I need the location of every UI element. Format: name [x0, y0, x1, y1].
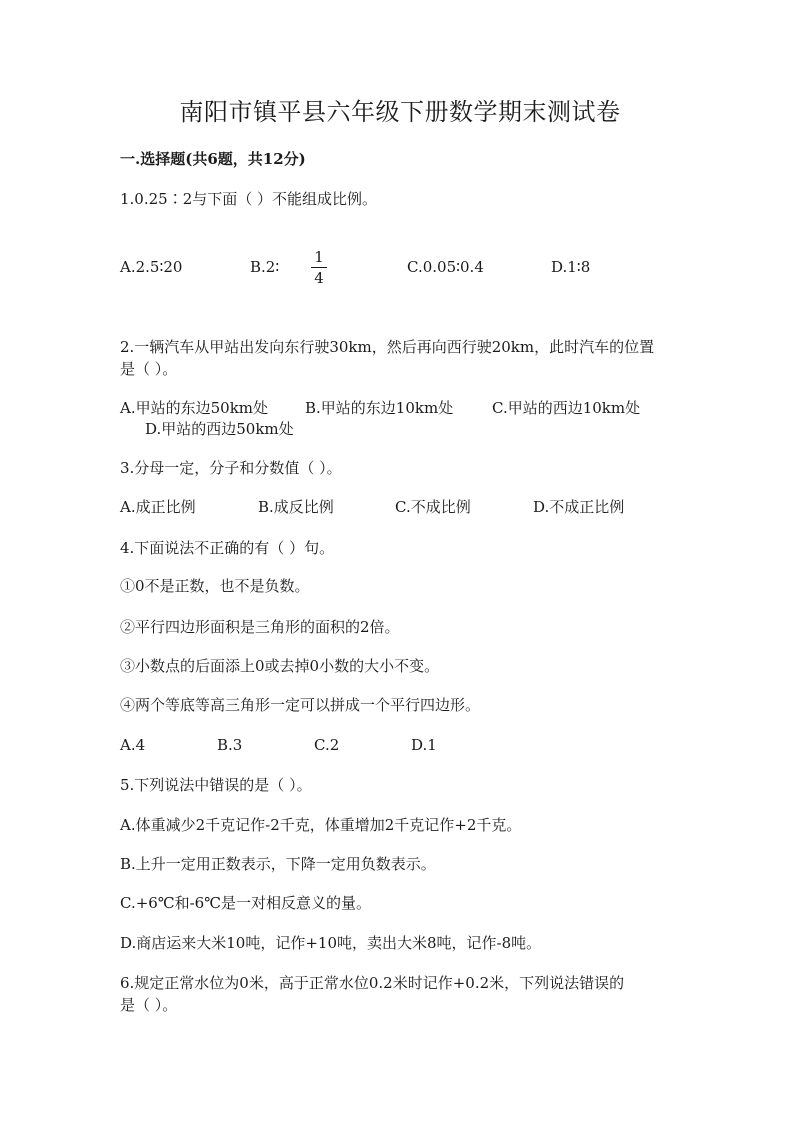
- question-1-option-c: C.0.05∶0.4: [407, 258, 484, 276]
- question-4-statement-2: ②平行四边形面积是三角形的面积的2倍。: [120, 618, 400, 636]
- question-3-option-d: D.不成正比例: [533, 498, 625, 516]
- question-2-stem-line-2: 是（ ）。: [120, 360, 178, 378]
- question-5-option-b: B.上升一定用正数表示，下降一定用负数表示。: [120, 855, 436, 873]
- question-4-option-b: B.3: [217, 736, 243, 754]
- question-4-statement-1: ①0不是正数，也不是负数。: [120, 577, 310, 595]
- section-heading: 一.选择题(共6题，共12分): [120, 150, 306, 168]
- question-3-option-b: B.成反比例: [258, 498, 334, 516]
- question-5-stem: 5.下列说法中错误的是（ ）。: [120, 776, 312, 794]
- question-1-option-b-fraction: [311, 248, 327, 287]
- fraction-denominator: 4: [314, 269, 324, 287]
- question-6-stem-line-2: 是（ ）。: [120, 996, 178, 1014]
- question-1-option-b-prefix: B.2∶: [250, 258, 280, 276]
- question-4-option-a: A.4: [120, 736, 146, 754]
- question-5-option-a: A.体重减少2千克记作-2千克，体重增加2千克记作+2千克。: [120, 816, 522, 834]
- question-4-statement-3: ③小数点的后面添上0或去掉0小数的大小不变。: [120, 657, 440, 675]
- question-6-stem-line-1: 6.规定正常水位为0米，高于正常水位0.2米时记作+0.2米，下列说法错误的: [120, 974, 625, 992]
- question-4-option-c: C.2: [314, 736, 340, 754]
- exam-title: 南阳市镇平县六年级下册数学期末测试卷: [179, 98, 621, 126]
- question-2-option-c: C.甲站的西边10km处: [492, 399, 641, 417]
- question-3-option-c: C.不成比例: [395, 498, 471, 516]
- question-5-option-d: D.商店运来大米10吨，记作+10吨，卖出大米8吨，记作-8吨。: [120, 934, 542, 952]
- question-2-stem-line-1: 2.一辆汽车从甲站出发向东行驶30km，然后再向西行驶20km，此时汽车的位置: [120, 338, 655, 356]
- question-5-option-c: C.+6℃和-6℃是一对相反意义的量。: [120, 894, 371, 912]
- fraction-numerator: 1: [314, 248, 324, 266]
- question-4-option-d: D.1: [411, 736, 437, 754]
- question-4-statement-4: ④两个等底等高三角形一定可以拼成一个平行四边形。: [120, 696, 481, 714]
- question-1-option-a: A.2.5∶20: [120, 258, 183, 276]
- question-4-stem: 4.下面说法不正确的有（ ）句。: [120, 539, 335, 557]
- question-2-option-b: B.甲站的东边10km处: [305, 399, 454, 417]
- question-2-option-d: D.甲站的西边50km处: [145, 420, 294, 438]
- question-1-option-d: D.1∶8: [551, 258, 591, 276]
- question-3-stem: 3.分母一定，分子和分数值（ ）。: [120, 459, 342, 477]
- fraction-bar: [311, 267, 327, 268]
- question-3-option-a: A.成正比例: [120, 498, 196, 516]
- question-2-option-a: A.甲站的东边50km处: [120, 399, 269, 417]
- question-1-stem: 1.0.25∶2与下面（ ）不能组成比例。: [120, 190, 378, 208]
